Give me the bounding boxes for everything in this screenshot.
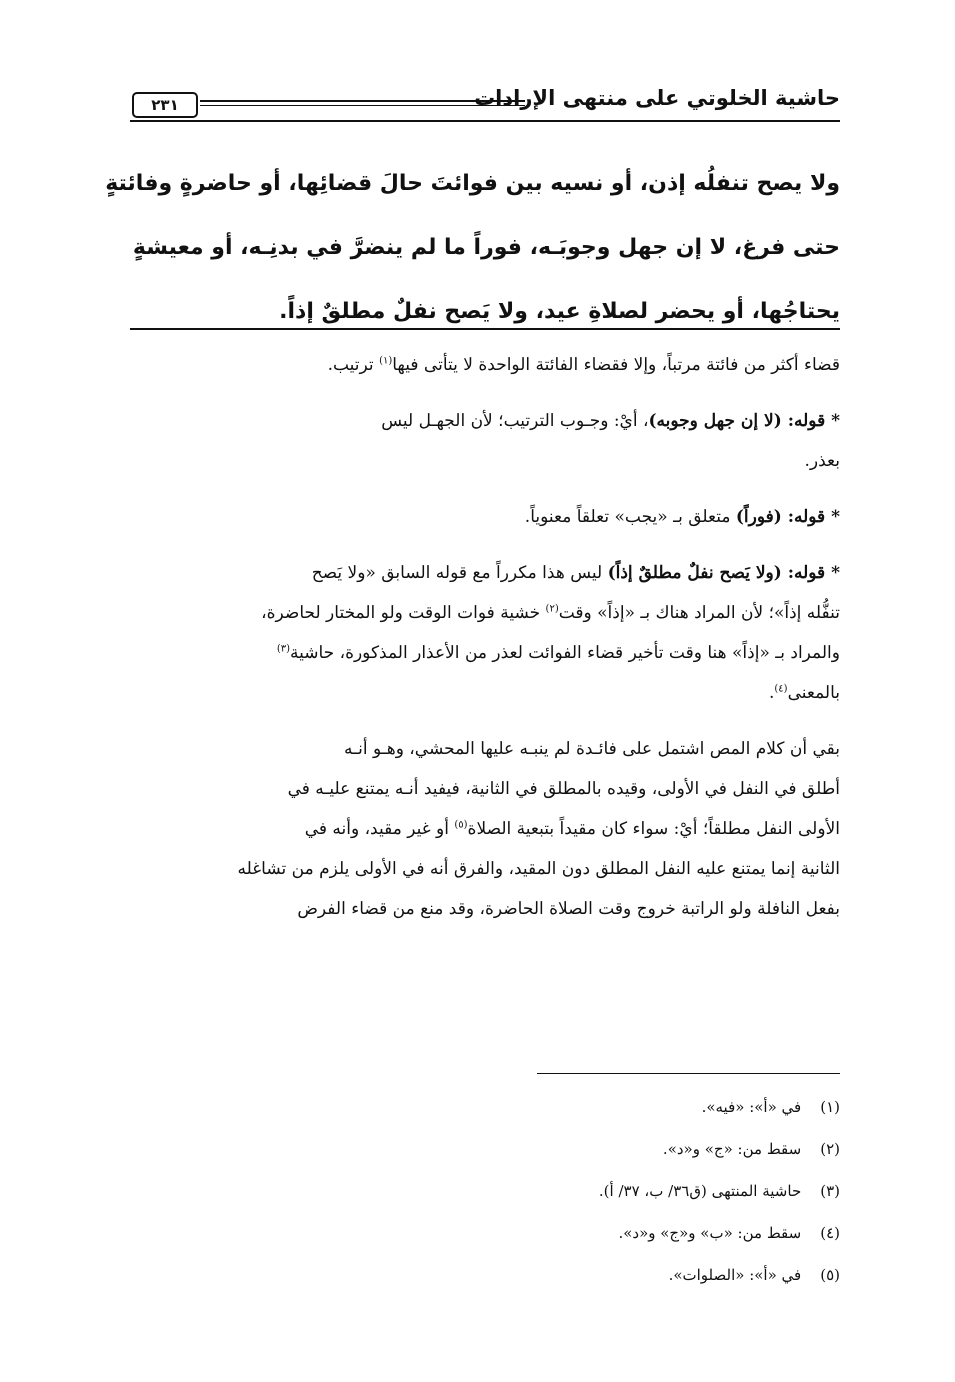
commentary-line: بعذر. <box>804 451 840 471</box>
footnotes <box>130 1086 840 1296</box>
footnote-number: (٥) <box>820 1266 840 1284</box>
footnote-ref[interactable]: (٢) <box>545 603 559 615</box>
commentary-line <box>130 553 840 593</box>
header-rule <box>200 100 525 102</box>
quoted-lemma: * قوله: (فوراً) <box>735 507 840 527</box>
footnote-ref[interactable]: (٤) <box>774 683 788 695</box>
commentary-line <box>130 345 840 385</box>
header-rule <box>200 105 525 106</box>
main-text-line: يحتاجُها، أو يحضر لصلاةِ عيد، ولا يَصح نفلٌ مطلقٌ إذاً. <box>279 299 840 324</box>
main-text <box>105 152 840 344</box>
main-text-line: حتى فرغ، لا إن جهل وجوبَـه، فوراً ما لم ينضرَّ في بدنِـه، أو معيشةٍ <box>132 235 840 260</box>
commentary-line: بقي أن كلام المص اشتمل على فائـدة لم ينبـه عليها المحشي، وهـو أنـه <box>344 739 840 759</box>
footnote <box>130 1128 840 1170</box>
commentary-text: ، أيْ: وجـوب الترتيب؛ لأن الجهـل ليس <box>381 411 649 431</box>
footnote-number: (٤) <box>820 1224 840 1242</box>
footnote-number: (٢) <box>820 1140 840 1158</box>
footnote-text: سقط من: «ب» و«ج» و«د». <box>618 1224 802 1242</box>
footnote-ref[interactable]: (٣) <box>276 643 290 655</box>
main-text-line: ولا يصح تنفلُه إذن، أو نسيه بين فوائتَ حالَ قضائِها، أو حاضرةٍ وفائتةٍ <box>105 171 840 196</box>
commentary-line: أطلق في النفل في الأولى، وقيده بالمطلق في الثانية، فيفيد أنـه يمتنع عليـه في <box>287 779 840 799</box>
commentary <box>130 345 840 929</box>
footnote-divider <box>537 1073 840 1074</box>
commentary-text: أو غير مقيد، وأنه في <box>304 819 455 839</box>
commentary-text: الأولى النفل مطلقاً؛ أيْ: سواء كان مقيداً بتبعية الصلاة <box>467 819 840 839</box>
commentary-line <box>130 633 840 673</box>
commentary-line <box>130 593 840 633</box>
commentary-text: والمراد بـ «إذاً» هنا وقت تأخير قضاء الفوائت لعذر من الأعذار المذكورة، حاشية <box>290 643 840 663</box>
footnote <box>130 1170 840 1212</box>
quoted-lemma: * قوله: (ولا يَصح نفلٌ مطلقٌ إذاً) <box>607 563 840 583</box>
commentary-line <box>130 497 840 537</box>
footnote-text: في «أ»: «الصلوات». <box>668 1266 802 1284</box>
footnote-text: حاشية المنتهى (ق٣٦/ ب، ٣٧/ أ). <box>598 1182 802 1200</box>
footnote <box>130 1212 840 1254</box>
footnote-number: (١) <box>820 1098 840 1116</box>
footnote-ref[interactable]: (١) <box>379 355 393 367</box>
commentary-text: ترتيب. <box>327 355 380 375</box>
page-number-box: ٢٣١ <box>132 92 198 118</box>
footnote <box>130 1254 840 1296</box>
quoted-lemma: * قوله: (لا إن جهل وجوبه) <box>648 411 840 431</box>
page-header <box>130 86 840 126</box>
commentary-line: بفعل النافلة ولو الراتبة خروج وقت الصلاة الحاضرة، وقد منع من قضاء الفرض <box>297 899 840 919</box>
commentary-line <box>130 809 840 849</box>
main-text-divider <box>130 328 840 330</box>
footnote-number: (٣) <box>820 1182 840 1200</box>
commentary-text: تنفُّله إذاً»؛ لأن المراد هناك بـ «إذاً» وقت <box>558 603 840 623</box>
commentary-text: متعلق بـ «يجب» تعلقاً معنوياً. <box>524 507 736 527</box>
commentary-text: بالمعنى <box>787 683 840 703</box>
commentary-text: . <box>768 683 775 703</box>
footnote <box>130 1086 840 1128</box>
running-title: حاشية الخلوتي على منتهى الإرادات <box>474 86 840 110</box>
header-rule <box>130 120 840 122</box>
commentary-line <box>130 673 840 713</box>
footnote-ref[interactable]: (٥) <box>454 819 468 831</box>
footnote-text: سقط من: «ج» و«د». <box>662 1140 802 1158</box>
commentary-text: خشية فوات الوقت ولو المختار لحاضرة، <box>261 603 546 623</box>
commentary-text: ليس هذا مكرراً مع قوله السابق «ولا يَصح <box>311 563 608 583</box>
commentary-text: قضاء أكثر من فائتة مرتباً، وإلا فقضاء الفائتة الواحدة لا يتأتى فيها <box>392 355 840 375</box>
commentary-line <box>130 401 840 441</box>
footnote-text: في «أ»: «فيه». <box>701 1098 802 1116</box>
commentary-line: الثانية إنما يمتنع عليه النفل المطلق دون المقيد، والفرق أنه في الأولى يلزم من تشاغله <box>237 859 840 879</box>
